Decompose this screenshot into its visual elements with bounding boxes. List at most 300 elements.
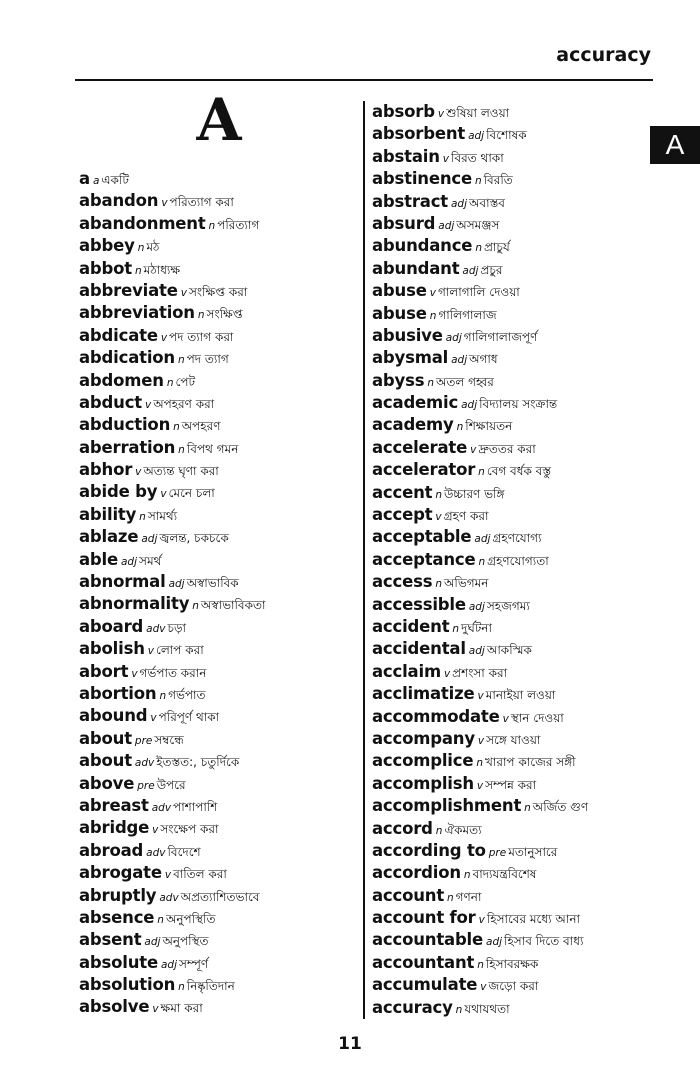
headword: abuse: [372, 281, 427, 301]
part-of-speech: pre: [134, 734, 153, 747]
headword: abundance: [372, 236, 473, 256]
left-column: [79, 168, 359, 1019]
headword: acclaim: [372, 661, 441, 681]
part-of-speech: n: [452, 622, 460, 635]
headword: abhor: [79, 460, 133, 480]
part-of-speech: adj: [141, 533, 158, 546]
dictionary-entry: [372, 370, 672, 392]
headword: account for: [372, 908, 476, 928]
meaning: সঙ্গে যাওয়া: [486, 732, 541, 747]
headword: abide by: [79, 482, 158, 502]
headword: abundant: [372, 258, 460, 278]
dictionary-entry: [372, 549, 672, 571]
dictionary-entry: [372, 773, 672, 795]
dictionary-entry: [372, 795, 672, 817]
dictionary-entry: [79, 638, 359, 660]
meaning: হিসাবরক্ষক: [485, 956, 539, 971]
part-of-speech: n: [435, 488, 442, 501]
meaning: খারাপ কাজের সঙ্গী: [484, 755, 576, 770]
meaning: বাতিল করা: [173, 867, 227, 882]
headword: abortion: [79, 683, 157, 703]
headword: abdomen: [79, 370, 164, 390]
meaning: মতানুসারে: [508, 844, 558, 859]
part-of-speech: adv: [159, 891, 179, 904]
headword: abstain: [372, 146, 440, 166]
part-of-speech: pre: [137, 779, 155, 792]
dictionary-entry: [79, 235, 359, 257]
meaning: পরিত্যাগ করা: [169, 195, 234, 210]
part-of-speech: v: [150, 712, 157, 725]
headword: accountant: [372, 952, 475, 972]
part-of-speech: adj: [468, 645, 485, 658]
dictionary-entry: [79, 347, 359, 369]
meaning: গালিগালাজপূর্ণ: [463, 329, 538, 344]
part-of-speech: n: [137, 242, 145, 255]
headword: abuse: [372, 303, 427, 323]
part-of-speech: v: [429, 287, 436, 300]
part-of-speech: n: [159, 689, 167, 702]
dictionary-entry: [372, 616, 672, 638]
headword: accelerate: [372, 437, 468, 457]
meaning: অবাস্তব: [469, 195, 505, 210]
meaning: পদ ত্যাগ: [186, 352, 229, 367]
part-of-speech: adj: [468, 130, 485, 143]
meaning: অনুপস্থিত: [162, 934, 209, 949]
meaning: সহজগম্য: [486, 598, 530, 613]
meaning: শুষিয়া লওয়া: [446, 106, 510, 120]
dictionary-entry: [372, 303, 672, 325]
part-of-speech: n: [435, 578, 442, 591]
part-of-speech: n: [477, 958, 484, 971]
dictionary-entry: [372, 213, 672, 235]
headword: abbey: [79, 236, 135, 256]
part-of-speech: adj: [144, 936, 161, 949]
headword: abnormality: [79, 594, 190, 614]
part-of-speech: adj: [474, 533, 491, 546]
headword: accelerator: [372, 460, 476, 480]
headword: accordion: [372, 863, 461, 883]
part-of-speech: v: [437, 108, 445, 120]
meaning: বিদেশে: [167, 844, 201, 859]
meaning: পাশাপাশি: [173, 799, 218, 814]
meaning: পরিপূর্ণ থাকা: [158, 710, 220, 725]
meaning: অভিগমন: [444, 576, 489, 591]
dictionary-entry: [372, 146, 672, 168]
meaning: জড়ো করা: [488, 979, 539, 994]
meaning: হিসাবের মধ্যে আনা: [486, 912, 581, 927]
dictionary-entry: [79, 773, 359, 795]
meaning: চড়া: [167, 620, 187, 635]
dictionary-entry: [372, 661, 672, 683]
meaning: অর্জিত গুণ: [532, 800, 589, 815]
dictionary-entry: [372, 706, 672, 728]
headword: abbreviate: [79, 280, 178, 300]
meaning: ইতস্তত:, চতুর্দিকে: [156, 755, 240, 770]
meaning: মেনে চলা: [168, 486, 215, 501]
meaning: সমর্থ: [139, 553, 162, 568]
meaning: অপ্রত্যাশিতভাবে: [180, 889, 260, 904]
headword: accord: [372, 818, 433, 838]
headword: abandonment: [79, 213, 206, 233]
part-of-speech: adj: [468, 600, 485, 613]
meaning: মানাইয়া লওয়া: [485, 688, 556, 703]
headword: about: [79, 728, 132, 748]
meaning: বাদ্যযন্ত্রবিশেষ: [472, 867, 537, 882]
dictionary-entry: [79, 213, 359, 235]
dictionary-entry: [372, 168, 672, 190]
part-of-speech: n: [178, 443, 185, 456]
part-of-speech: n: [208, 219, 216, 232]
headword: accommodate: [372, 706, 500, 726]
headword: absurd: [372, 213, 436, 233]
meaning: লোপ করা: [155, 643, 204, 658]
headword: abolish: [79, 639, 145, 659]
dictionary-entry: [79, 571, 359, 593]
part-of-speech: adj: [451, 354, 468, 367]
part-of-speech: v: [435, 511, 442, 524]
part-of-speech: adj: [160, 958, 178, 971]
part-of-speech: n: [475, 242, 482, 255]
part-of-speech: n: [178, 981, 185, 994]
dictionary-entry: [372, 907, 672, 929]
dictionary-entry: [372, 526, 672, 548]
meaning: অত্যন্ত ঘৃণা করা: [143, 464, 219, 479]
dictionary-entry: [372, 101, 672, 123]
headword: absorb: [372, 102, 435, 121]
dictionary-entry: [372, 258, 672, 280]
headword: abdication: [79, 348, 175, 368]
part-of-speech: n: [197, 309, 205, 322]
dictionary-entry: [372, 728, 672, 750]
dictionary-entry: [372, 392, 672, 414]
dictionary-entry: [372, 325, 672, 347]
meaning: পরিত্যাগ: [217, 217, 260, 232]
dictionary-entry: [372, 997, 672, 1019]
headword: about: [79, 751, 132, 771]
meaning: স্থান দেওয়া: [510, 710, 564, 725]
part-of-speech: adj: [486, 936, 503, 949]
part-of-speech: v: [480, 981, 487, 994]
thumb-index-tab: A: [650, 126, 700, 164]
meaning: আকস্মিক: [486, 643, 532, 658]
headword: abbot: [79, 258, 132, 278]
meaning: বিরতি: [483, 173, 513, 188]
dictionary-entry: [79, 414, 359, 436]
part-of-speech: v: [180, 286, 187, 299]
part-of-speech: n: [463, 869, 471, 882]
dictionary-entry: [79, 302, 359, 324]
dictionary-entry: [372, 929, 672, 951]
part-of-speech: n: [478, 466, 485, 479]
meaning: সংক্ষিপ্ত করা: [188, 284, 248, 299]
headword: accident: [372, 616, 450, 636]
meaning: যথাযথতা: [464, 1001, 510, 1016]
meaning: সংক্ষিপ্ত: [206, 307, 243, 322]
headword: accuracy: [372, 997, 453, 1017]
part-of-speech: n: [524, 802, 531, 815]
headword: acclimatize: [372, 684, 475, 704]
meaning: অস্বাভাবিক: [186, 576, 239, 591]
dictionary-entry: [372, 482, 672, 504]
headword: accent: [372, 482, 433, 502]
part-of-speech: adv: [151, 801, 172, 814]
dictionary-entry: [79, 481, 359, 503]
headword: absorbent: [372, 124, 466, 144]
part-of-speech: v: [161, 197, 168, 210]
part-of-speech: adj: [451, 197, 468, 210]
headword: abreast: [79, 795, 149, 815]
part-of-speech: n: [435, 824, 443, 837]
headword: accomplishment: [372, 796, 522, 816]
headword: accomplice: [372, 751, 474, 771]
dictionary-entry: [79, 370, 359, 392]
meaning: সম্বন্ধে: [154, 732, 184, 747]
dictionary-entry: [372, 235, 672, 257]
meaning: ঐকমত্য: [444, 822, 482, 837]
headword: access: [372, 572, 433, 592]
headword: absolution: [79, 975, 176, 995]
part-of-speech: n: [476, 757, 483, 770]
dictionary-entry: [79, 929, 359, 951]
meaning: গ্রহণযোগ্যতা: [487, 553, 549, 568]
dictionary-entry: [372, 459, 672, 481]
dictionary-entry: [372, 414, 672, 436]
headword: able: [79, 549, 118, 569]
headword: absence: [79, 907, 155, 927]
part-of-speech: v: [476, 779, 484, 792]
headword: abstinence: [372, 169, 472, 189]
dictionary-entry: [372, 952, 672, 974]
dictionary-entry: [79, 750, 359, 772]
part-of-speech: v: [135, 466, 142, 479]
meaning: সামর্থ্য: [147, 508, 178, 523]
part-of-speech: adj: [445, 331, 462, 344]
meaning: পেট: [175, 374, 196, 389]
dictionary-entry: [79, 862, 359, 884]
part-of-speech: n: [456, 421, 464, 434]
headword: abduction: [79, 415, 171, 435]
meaning: দ্রুততর করা: [478, 441, 536, 456]
part-of-speech: adj: [121, 555, 138, 568]
meaning: প্রচুর: [480, 262, 503, 277]
dictionary-entry: [79, 437, 359, 459]
meaning: গ্রহণ করা: [443, 509, 489, 524]
headword: absolute: [79, 952, 158, 972]
dictionary-entry: [79, 459, 359, 481]
meaning: বিশোষক: [486, 128, 527, 143]
part-of-speech: v: [147, 645, 154, 658]
headword: academic: [372, 393, 459, 413]
headword: according to: [372, 840, 486, 860]
headword: accomplish: [372, 773, 474, 793]
part-of-speech: n: [427, 376, 434, 389]
dictionary-entry: [79, 907, 359, 929]
part-of-speech: v: [131, 667, 138, 680]
page-number: 11: [338, 1034, 362, 1054]
part-of-speech: n: [157, 913, 164, 926]
dictionary-entry: [79, 840, 359, 862]
dictionary-entry: [79, 392, 359, 414]
meaning: সম্পূর্ণ: [179, 956, 209, 971]
part-of-speech: adv: [134, 757, 155, 770]
part-of-speech: n: [474, 175, 482, 188]
meaning: অস্বাভাবিকতা: [200, 598, 266, 613]
meaning: অনুপস্থিতি: [165, 911, 216, 926]
dictionary-entry: [79, 280, 359, 302]
part-of-speech: v: [477, 690, 484, 703]
dictionary-entry: [372, 974, 672, 996]
dictionary-entry: [372, 123, 672, 145]
headword: accept: [372, 505, 433, 525]
dictionary-entry: [372, 571, 672, 593]
meaning: বেগ বর্ধক বস্তু: [486, 464, 551, 479]
part-of-speech: v: [470, 443, 477, 456]
part-of-speech: v: [443, 667, 451, 680]
headword: abroad: [79, 840, 144, 860]
meaning: ক্ষমা করা: [160, 1001, 203, 1016]
dictionary-entry: [79, 549, 359, 571]
dictionary-entry: [79, 661, 359, 683]
dictionary-entry: [79, 168, 359, 190]
section-letter: A: [196, 86, 242, 154]
part-of-speech: n: [447, 891, 454, 904]
headword: abandon: [79, 191, 159, 211]
headword: academy: [372, 415, 454, 435]
dictionary-entry: [372, 840, 672, 862]
headword: abound: [79, 706, 148, 726]
meaning: প্রশংসা করা: [452, 665, 508, 680]
headword: accidental: [372, 639, 466, 659]
dictionary-entry: [79, 593, 359, 615]
meaning: মঠ: [146, 240, 160, 255]
meaning: অপহরণ: [181, 419, 221, 434]
part-of-speech: v: [144, 398, 152, 411]
meaning: একটি: [101, 173, 129, 187]
headword: ablaze: [79, 527, 139, 547]
part-of-speech: v: [152, 824, 159, 837]
meaning: গর্ভপাত করান: [139, 665, 207, 680]
headword: accumulate: [372, 975, 478, 995]
meaning: অগাধ: [469, 352, 498, 367]
headword: absolve: [79, 997, 150, 1017]
column-divider: [363, 101, 365, 1019]
part-of-speech: adj: [461, 399, 478, 412]
part-of-speech: v: [442, 152, 450, 165]
dictionary-entry: [79, 258, 359, 280]
headword: abdicate: [79, 325, 158, 345]
meaning: অসমঞ্জস: [456, 217, 500, 232]
headword: acceptance: [372, 549, 476, 569]
dictionary-entry: [79, 996, 359, 1018]
part-of-speech: v: [152, 1003, 159, 1016]
part-of-speech: pre: [488, 846, 507, 859]
headword: abbreviation: [79, 303, 195, 323]
part-of-speech: v: [160, 488, 167, 501]
dictionary-entry: [372, 347, 672, 369]
dictionary-entry: [79, 974, 359, 996]
headword: absent: [79, 930, 142, 950]
part-of-speech: n: [177, 354, 185, 367]
dictionary-entry: [79, 728, 359, 750]
dictionary-entry: [79, 190, 359, 212]
dictionary-entry: [372, 683, 672, 705]
meaning: উপরে: [156, 777, 186, 792]
meaning: বিদ্যালয় সংক্রান্ত: [479, 397, 558, 412]
headword: ability: [79, 504, 137, 524]
part-of-speech: n: [429, 309, 437, 322]
part-of-speech: adj: [438, 219, 455, 232]
part-of-speech: adv: [146, 622, 166, 635]
part-of-speech: n: [134, 264, 142, 277]
meaning: জ্বলন্ত, চকচকে: [159, 531, 229, 546]
meaning: প্রাচুর্য: [483, 240, 510, 255]
meaning: গ্রহণযোগ্য: [492, 531, 542, 546]
meaning: সংক্ষেপ করা: [160, 822, 219, 837]
meaning: নিষ্কৃতিদান: [186, 979, 235, 994]
dictionary-entry: [79, 795, 359, 817]
part-of-speech: n: [139, 510, 146, 523]
meaning: সম্পন্ন করা: [485, 777, 537, 792]
dictionary-entry: [372, 818, 672, 840]
headword: a: [79, 169, 90, 188]
part-of-speech: adj: [462, 264, 479, 277]
dictionary-entry: [79, 683, 359, 705]
dictionary-entry: [79, 325, 359, 347]
dictionary-entry: [79, 817, 359, 839]
top-rule: [75, 79, 653, 81]
meaning: গালিগালাজ: [438, 307, 497, 322]
headword: abduct: [79, 392, 142, 412]
part-of-speech: n: [192, 600, 199, 613]
running-head: accuracy: [556, 44, 651, 66]
headword: abridge: [79, 818, 150, 838]
part-of-speech: adv: [146, 846, 166, 859]
dictionary-entry: [372, 862, 672, 884]
dictionary-entry: [79, 616, 359, 638]
part-of-speech: n: [478, 555, 486, 568]
dictionary-entry: [372, 504, 672, 526]
dictionary-entry: [372, 437, 672, 459]
headword: accessible: [372, 594, 466, 614]
part-of-speech: adj: [168, 578, 185, 591]
dictionary-entry: [79, 705, 359, 727]
part-of-speech: n: [173, 421, 180, 434]
meaning: মঠাধ্যক্ষ: [143, 262, 181, 277]
meaning: বিপথ গমন: [186, 441, 239, 456]
dictionary-entry: [79, 526, 359, 548]
headword: abnormal: [79, 572, 166, 592]
headword: abrogate: [79, 863, 162, 883]
headword: abstract: [372, 191, 448, 211]
meaning: শিক্ষায়তন: [465, 419, 513, 434]
dictionary-entry: [372, 594, 672, 616]
headword: abusive: [372, 325, 443, 345]
dictionary-entry: [372, 191, 672, 213]
headword: abort: [79, 661, 129, 681]
dictionary-entry: [79, 952, 359, 974]
headword: accompany: [372, 728, 475, 748]
meaning: উচ্চারণ ভঙ্গি: [443, 486, 505, 501]
part-of-speech: v: [478, 914, 485, 927]
dictionary-entry: [372, 280, 672, 302]
meaning: অতল গহ্বর: [436, 374, 494, 389]
dictionary-entry: [372, 638, 672, 660]
headword: aberration: [79, 437, 176, 457]
part-of-speech: n: [166, 376, 174, 389]
dictionary-entry: [372, 885, 672, 907]
meaning: দুর্ঘটনা: [461, 620, 492, 635]
dictionary-entry: [79, 885, 359, 907]
